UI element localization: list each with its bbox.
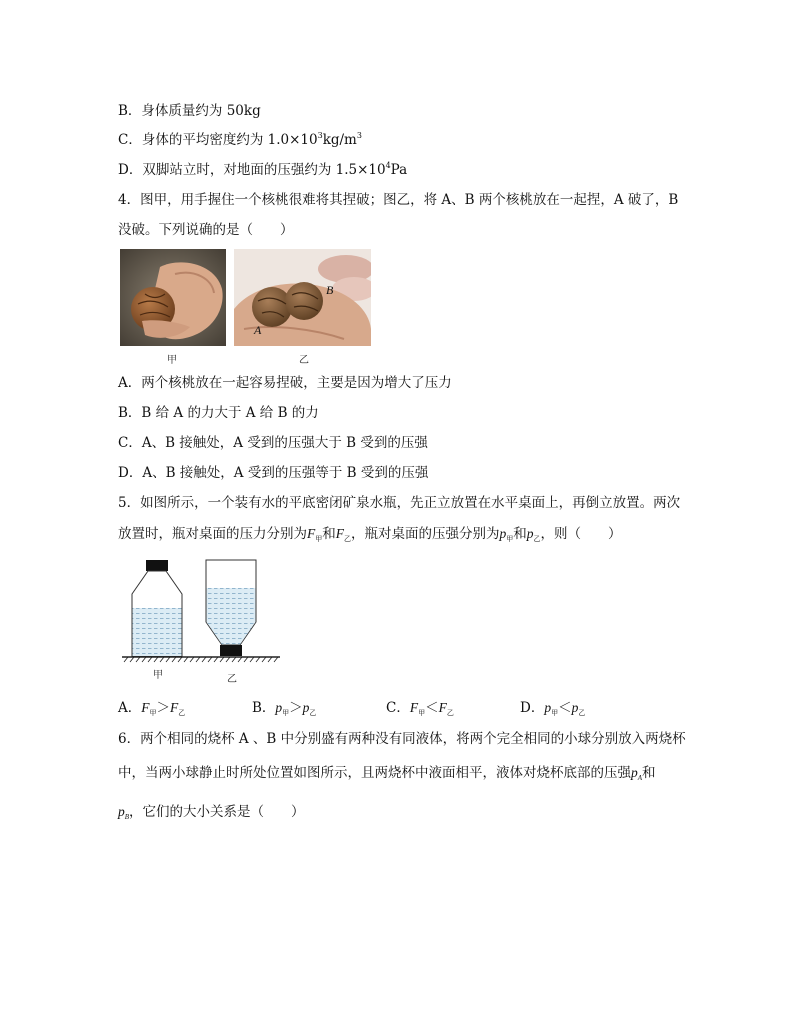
q5-caption-jia: 甲 <box>153 670 163 681</box>
q5-option-c: C．$F_甲<F_乙$ <box>386 700 454 717</box>
q5-option-d: D．$p_甲<p_乙$ <box>520 700 586 717</box>
bottle-cap-yi <box>220 645 242 656</box>
q4-option-c: C．A、B 接触处，A 受到的压强大于 B 受到的压强 <box>118 435 428 451</box>
q4-caption-yi: 乙 <box>299 355 309 366</box>
walnut-photo-jia <box>120 249 226 346</box>
q3-option-d: D．双脚站立时，对地面的压强约为 $1.5\times 10^4Pa$ <box>118 161 408 178</box>
q4-stem-line1: 4．图甲，用手握住一个核桃很难将其捏破；图乙，将 A、B 两个核桃放在一起捏，A 破了，B <box>118 192 679 208</box>
q4-option-d: D．A、B 接触处，A 受到的压强等于 B 受到的压强 <box>118 465 429 481</box>
bottle-cap-jia <box>146 560 168 571</box>
walnut-label-b: B <box>326 283 334 297</box>
bottle-figure <box>118 556 288 686</box>
q4-option-a: A．两个核桃放在一起容易捏破，主要是因为增大了压力 <box>118 375 452 391</box>
q6-stem-line3: $p_B$，它们的大小关系是（ ） <box>118 804 305 821</box>
walnut-photo-yi <box>234 249 371 346</box>
walnut-label-a: A <box>254 323 262 337</box>
q4-option-b: B．B 给 A 的力大于 A 给 B 的力 <box>118 405 319 421</box>
q3-option-c: C．身体的平均密度约为 $1.0\times 10^3kg/m^3$ <box>118 131 362 148</box>
q4-caption-jia: 甲 <box>167 355 177 366</box>
q6-stem-line2: 中，当两小球静止时所处位置如图所示，且两烧杯中液面相平，液体对烧杯底部的压强$p_A$和 <box>118 765 656 782</box>
q5-caption-yi: 乙 <box>227 674 237 685</box>
q5-stem-line1: 5．如图所示，一个装有水的平底密闭矿泉水瓶，先正立放置在水平桌面上，再倒立放置。两次 <box>118 495 681 511</box>
q5-stem-line2: 放置时，瓶对桌面的压力分别为$F_甲$和$F_乙$，瓶对桌面的压强分别为$p_甲$和$p_乙$，则（ ） <box>118 526 622 543</box>
q4-stem-line2: 没破。下列说确的是（ ） <box>118 222 294 238</box>
q5-option-b: B．$p_甲>p_乙$ <box>252 700 317 717</box>
q3-option-b: B．身体质量约为 50kg <box>118 103 261 119</box>
q6-stem-line1: 6．两个相同的烧杯 A 、B 中分别盛有两种没有同液体，将两个完全相同的小球分别放入两烧杯 <box>118 731 686 747</box>
q5-option-a: A．$F_甲>F_乙$ <box>118 700 186 717</box>
